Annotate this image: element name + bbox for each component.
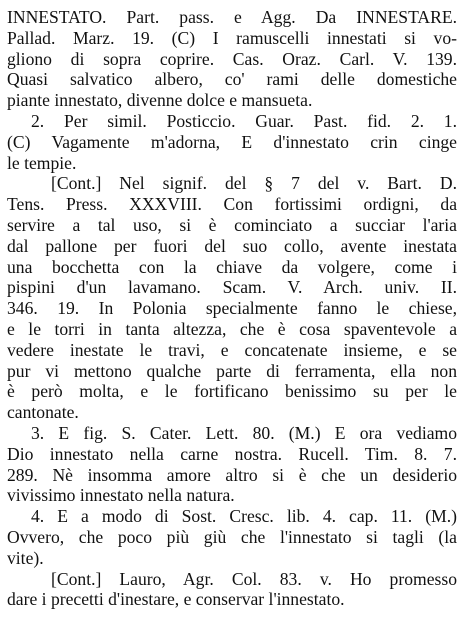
entry-line: vivissimo innestato nella natura.: [7, 485, 235, 506]
entry-line: 4. E a modo di Sost. Cresc. lib. 4. cap. 11. (M.): [31, 506, 457, 527]
entry-line: e le torri in tanta altezza, che è cosa spaventevole a: [7, 318, 457, 339]
entry-line: è però molta, e le fortificano benissimo su per le: [7, 381, 457, 402]
entry-line: [Cont.] Nel signif. del § 7 del v. Bart. D.: [51, 173, 457, 194]
entry-line: Pallad. Marz. 19. (C) I ramuscelli innestati si vo-: [7, 27, 457, 48]
entry-line: gliono di sopra coprire. Cas. Oraz. Carl. V. 139.: [7, 48, 457, 69]
entry-line: vedere inestate le travi, e concatenate insieme, e se: [7, 339, 457, 360]
entry-line: Tens. Press. XXXVIII. Con fortissimi ordigni, da: [7, 194, 457, 215]
entry-line: [Cont.] Lauro, Agr. Col. 83. v. Ho promesso: [51, 568, 457, 589]
entry-line: (C) Vagamente m'adorna, E d'innestato crin cinge: [7, 131, 457, 152]
entry-line: Ovvero, che poco più giù che l'innestato si tagli (la: [7, 526, 457, 547]
entry-line: Dio innestato nella carne nostra. Rucell. Tim. 8. 7.: [7, 443, 457, 464]
entry-line: servire a tal uso, si è cominciato a succiar l'aria: [7, 214, 457, 235]
entry-line: dare i precetti d'inestare, e conservar l'innestato.: [7, 589, 345, 610]
entry-line: 2. Per simil. Posticcio. Guar. Past. fid. 2. 1.: [31, 110, 457, 131]
entry-line: dal pallone per fuori del suo collo, avente inestata: [7, 235, 457, 256]
entry-line: pispini d'un lavamano. Scam. V. Arch. univ. II.: [7, 277, 457, 298]
entry-line: 289. Nè insomma amore altro si è che un desiderio: [7, 464, 457, 485]
entry-line: cantonate.: [7, 402, 79, 423]
entry-line: pur vi mettono qualche parte di ferramenta, ella non: [7, 360, 457, 381]
entry-line: una bocchetta con la chiave da volgere, come i: [7, 256, 457, 277]
entry-line: piante innestato, divenne dolce e mansueta.: [7, 90, 313, 111]
entry-line: 3. E fig. S. Cater. Lett. 80. (M.) E ora vediamo: [31, 422, 457, 443]
entry-line: le tempie.: [7, 152, 77, 173]
entry-line: Quasi salvatico albero, co' rami delle domestiche: [7, 69, 457, 90]
entry-line: INNESTATO. Part. pass. e Agg. Da INNESTARE.: [7, 7, 457, 27]
entry-line: 346. 19. In Polonia specialmente fanno le chiese,: [7, 298, 457, 319]
entry-line: vite).: [7, 547, 44, 568]
